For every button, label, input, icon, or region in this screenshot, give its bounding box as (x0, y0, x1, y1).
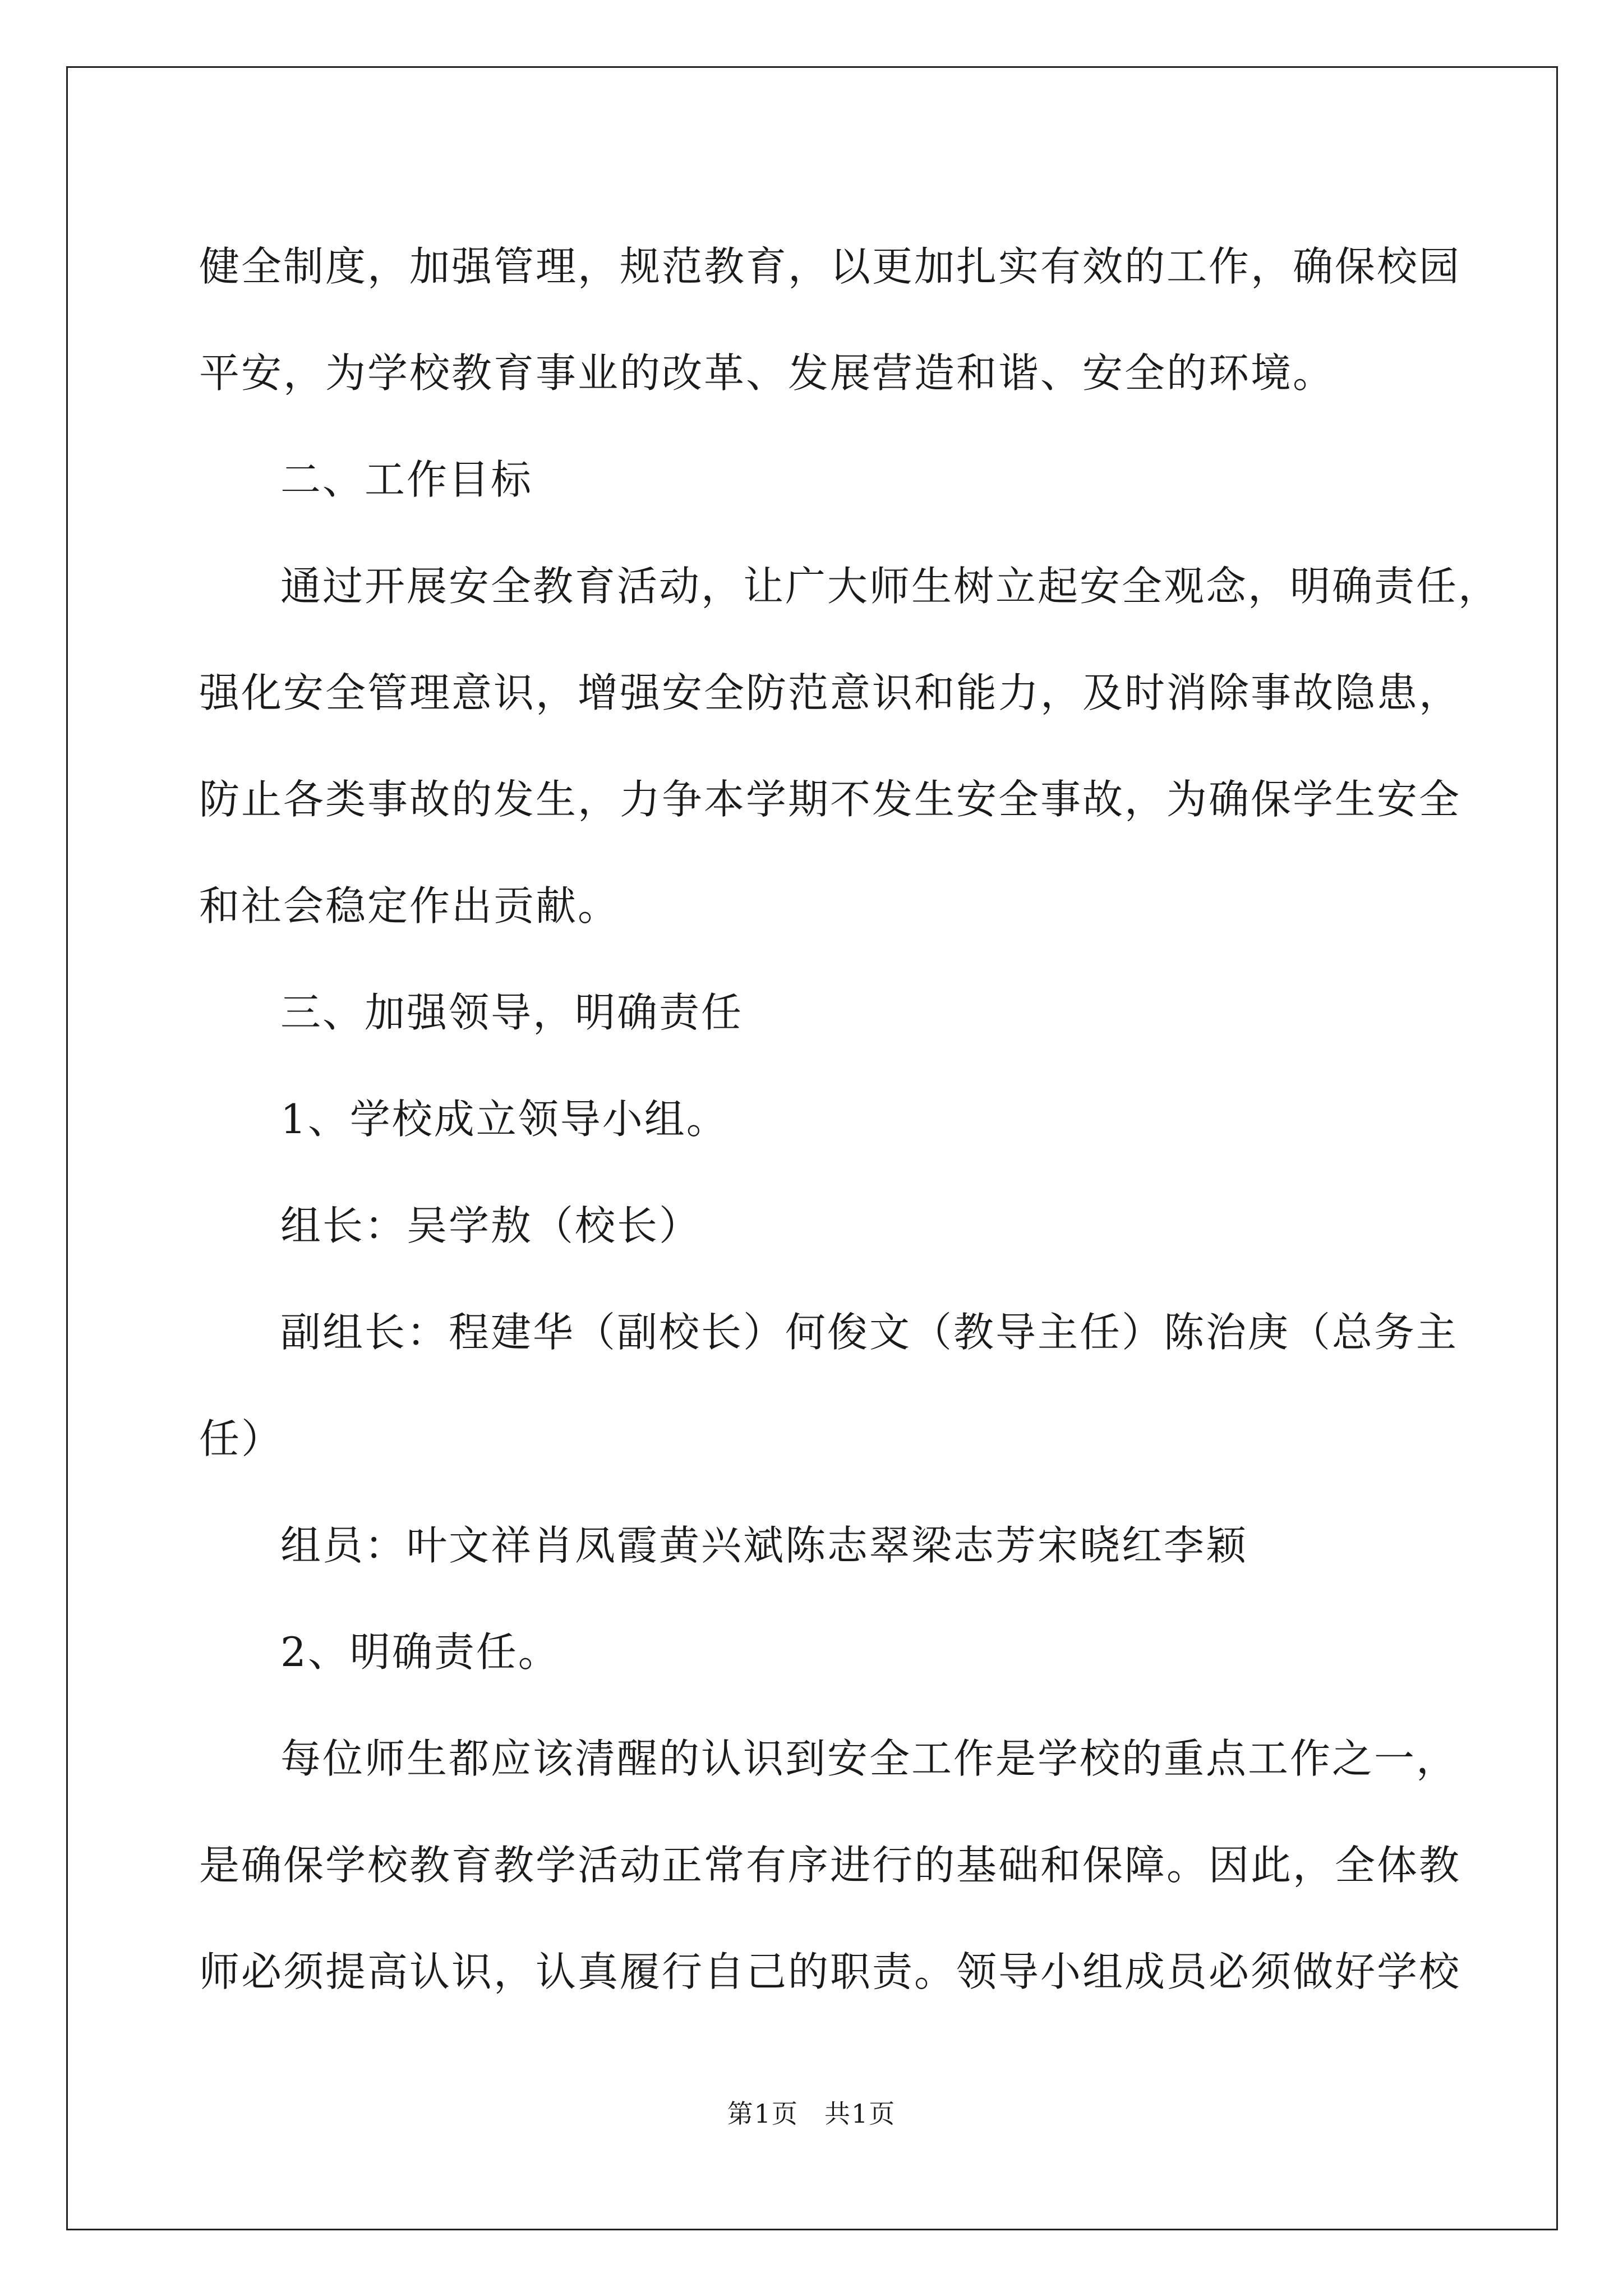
subsection-heading: 2、明确责任。 (280, 1628, 560, 1676)
document-body (199, 213, 1501, 2025)
paragraph-line: 强化安全管理意识，增强安全防范意识和能力，及时消除事故隐患， (199, 669, 1461, 716)
page-number-current: 第1页 (727, 2099, 799, 2129)
paragraph-line: 通过开展安全教育活动，让广大师生树立起安全观念，明确责任， (280, 563, 1501, 610)
page-footer (0, 2097, 1623, 2131)
paragraph-line: 师必须提高认识，认真履行自己的职责。领导小组成员必须做好学校 (199, 1948, 1461, 1995)
paragraph-line: 是确保学校教育教学活动正常有序进行的基础和保障。因此，全体教 (199, 1842, 1461, 1889)
page-number-total: 共1页 (824, 2099, 896, 2129)
paragraph-line: 防止各类事故的发生，力争本学期不发生安全事故，为确保学生安全 (199, 776, 1461, 823)
paragraph-line: 副组长：程建华（副校长）何俊文（教导主任）陈治庚（总务主 (280, 1309, 1459, 1356)
paragraph-line: 健全制度，加强管理，规范教育，以更加扎实有效的工作，确保校园 (199, 243, 1461, 290)
paragraph-line: 组员：叶文祥肖凤霞黄兴斌陈志翠梁志芳宋晓红李颖 (280, 1522, 1248, 1569)
section-heading: 三、加强领导，明确责任 (280, 989, 744, 1036)
section-heading: 二、工作目标 (280, 456, 533, 503)
subsection-heading: 1、学校成立领导小组。 (280, 1096, 728, 1143)
paragraph-line: 每位师生都应该清醒的认识到安全工作是学校的重点工作之一， (280, 1735, 1459, 1782)
paragraph-line: 平安，为学校教育事业的改革、发展营造和谐、安全的环境。 (199, 349, 1335, 397)
paragraph-line: 和社会稳定作出贡献。 (199, 882, 620, 930)
paragraph-line: 任） (199, 1415, 284, 1462)
paragraph-line: 组长：吴学敖（校长） (280, 1202, 702, 1249)
